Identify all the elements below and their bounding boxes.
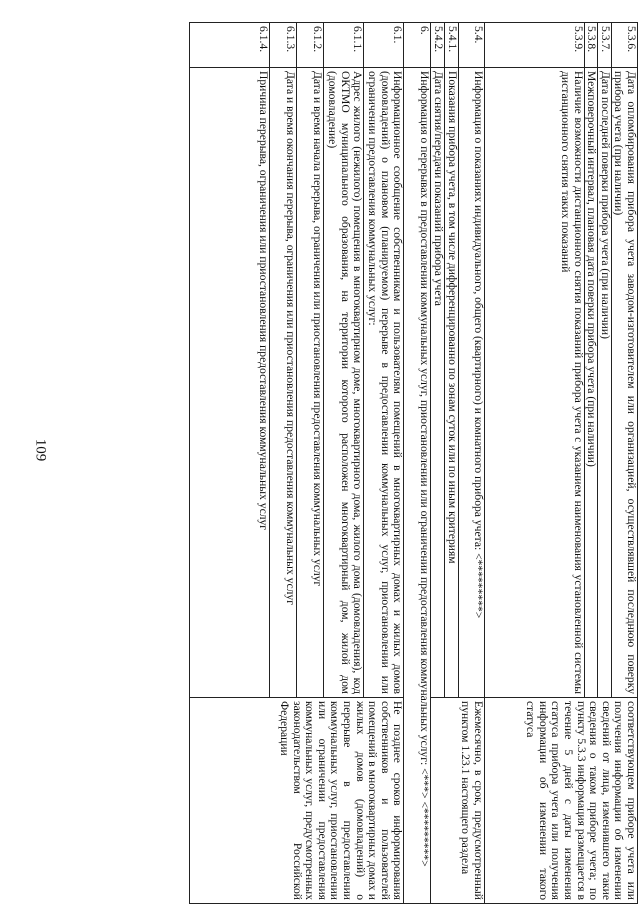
row-description: Наличие возможности дистанционного снятия показаний прибора учета с указанием наименования установленной системы дистанционного снятия таких показаний [484,68,584,698]
rotated-table-page [68,22,638,900]
row-number: 5.4. [458,23,484,68]
row-number: 5.3.9. [484,23,584,68]
row-description: Дата опломбирования прибора учета заводом-изготовителем или организацией, осуществлявшей последнюю поверку прибора учета (при наличии) [611,68,637,698]
disclosure-table [189,22,638,904]
table-row [364,23,404,904]
row-description: Информационное сообщение собственникам и пользователям помещений в многоквартирных домах и жилых домов (домовладений) о плановом (планируемом) перерыве в предоставлении коммунальных услуг, приостановлении или ограничении предоставления коммунальных услуг: [364,68,404,698]
period-cell: соответствующем приборе учета или получения информации об изменении сведений от лица, изменившего такие сведения о таком приборе учета; по пункту 5.3.3 информация размещается в течение 5 дней с даты изменения статуса прибора учета или получения информации об изменении такого статуса [484,698,637,904]
table-row [404,23,431,904]
period-cell: Ежемесячно, в срок, предусмотренный пунктом 1.23.1 настоящего раздела [431,698,484,904]
row-number: 6. [404,23,431,68]
table-row [458,23,484,904]
period-cell: Не позднее сроков информирования собственников и пользователей помещений в многоквартирных домах и жилых домов (домовладений) о перерыве в предоставлении коммунальных услуг, приостановлении или ограничении предоставления коммунальных услуг, предусмотренных законодательством Российской Федерации [190,698,404,904]
row-number: 5.4.2. [431,23,445,68]
row-description: Межповерочный интервал, плановая дата поверки прибора учета (при наличии) [584,68,598,698]
row-number: 6.1.1. [324,23,364,68]
row-number: 6.1.3. [270,23,297,68]
row-number: 5.3.7. [598,23,612,68]
table-row [611,23,637,904]
row-description: Адрес жилого (нежилого) помещения в многоквартирном доме, многоквартирного дома, жилого дома (домовладения), код ОКТМО муниципального образования, на территории которого расположен многоквартирный дом, жилой дом (домовладение) [324,68,364,698]
row-description: Информация о показаниях индивидуального, общего (квартирного) и комнатного прибора учета: <*********> [458,68,484,698]
row-description: Дата снятия/передачи показаний прибора учета [431,68,445,698]
row-number: 5.3.6. [611,23,637,68]
row-description: Дата и время начала перерыва, ограничения или приостановления предоставления коммунальных услуг [297,68,324,698]
row-description: Дата и время окончания перерыва, ограничения или приостановления предоставления коммунальных услуг [270,68,297,698]
row-description: Информация о перерывах в предоставлении коммунальных услуг, приостановлении или ограничении предоставления коммунальных услуг: <***> <*********> [404,68,431,904]
row-number: 5.3.8. [584,23,598,68]
page-number: 109 [32,438,49,462]
row-description: Дата последней поверки прибора учета (при наличии) [598,68,612,698]
row-number: 5.4.1. [445,23,459,68]
row-number: 6.1.4. [190,23,270,68]
row-number: 6.1. [364,23,404,68]
row-number: 6.1.2. [297,23,324,68]
row-description: Показания прибора учета, в том числе дифференцированно по зонам суток или по иным критериям [445,68,459,698]
row-description: Причина перерыва, ограничения или приостановления предоставления коммунальных услуг [190,68,270,698]
